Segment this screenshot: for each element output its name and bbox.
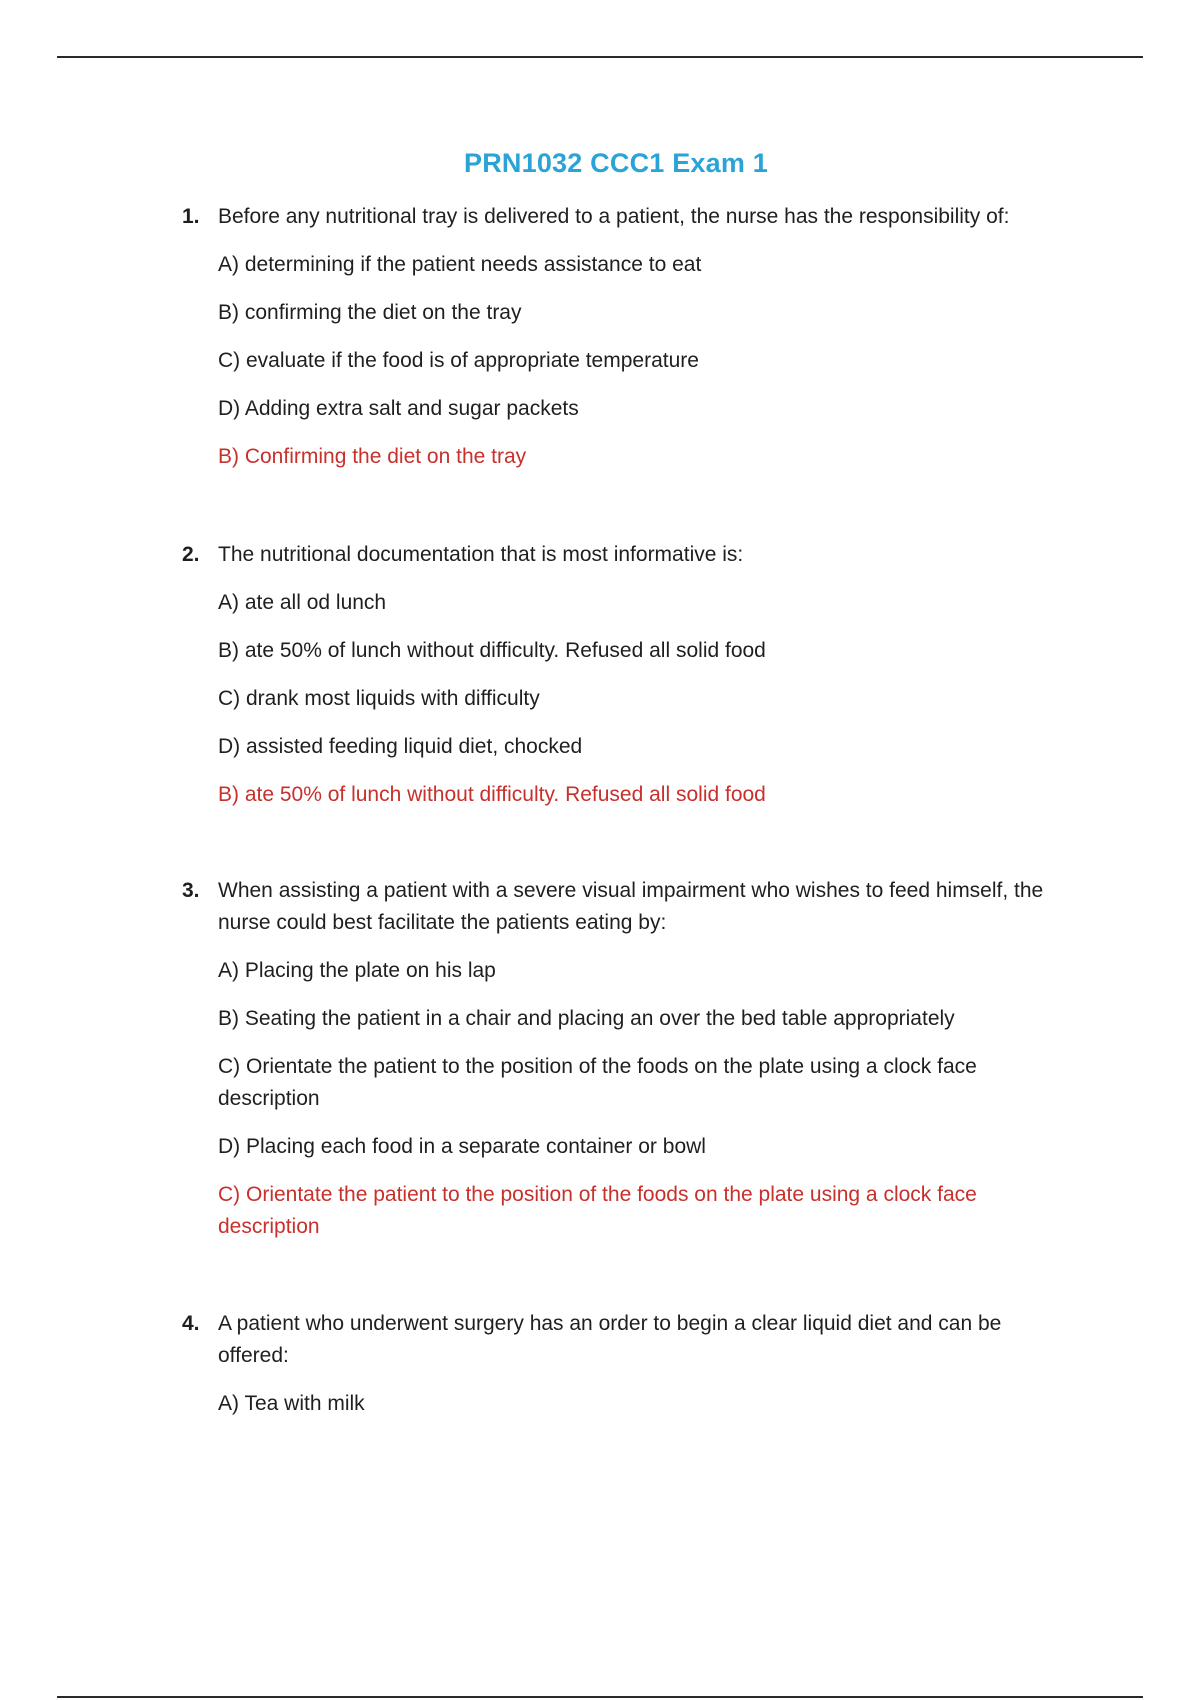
question-text: Before any nutritional tray is delivered to a patient, the nurse has the responsibility of: xyxy=(218,205,1010,228)
option-d: D) Adding extra salt and sugar packets xyxy=(218,397,579,420)
option-a: A) determining if the patient needs assistance to eat xyxy=(218,253,702,276)
question-1 xyxy=(182,201,1062,473)
answer-key: B) Confirming the diet on the tray xyxy=(218,445,527,468)
question-text: A patient who underwent surgery has an order to begin a clear liquid diet and can be offered: xyxy=(218,1312,1002,1367)
option-b: B) ate 50% of lunch without difficulty. Refused all solid food xyxy=(218,639,766,662)
option-d: D) assisted feeding liquid diet, chocked xyxy=(218,735,583,758)
question-text: The nutritional documentation that is most informative is: xyxy=(218,543,744,566)
answer-key: C) Orientate the patient to the position of the foods on the plate using a clock face description xyxy=(218,1183,977,1238)
option-a: A) Tea with milk xyxy=(218,1392,365,1415)
option-b: B) confirming the diet on the tray xyxy=(218,301,522,324)
option-d: D) Placing each food in a separate container or bowl xyxy=(218,1135,706,1158)
question-stem xyxy=(182,1308,1062,1372)
option-c: C) Orientate the patient to the position of the foods on the plate using a clock face description xyxy=(218,1055,977,1110)
option-c: C) drank most liquids with difficulty xyxy=(218,687,540,710)
option-b: B) Seating the patient in a chair and placing an over the bed table appropriately xyxy=(218,1007,955,1030)
question-3 xyxy=(182,875,1062,1243)
question-4 xyxy=(182,1308,1062,1436)
footer-rule xyxy=(57,1696,1143,1698)
question-number: 2. xyxy=(182,543,200,566)
option-c: C) evaluate if the food is of appropriate temperature xyxy=(218,349,699,372)
option-a: A) ate all od lunch xyxy=(218,591,387,614)
header-rule xyxy=(57,56,1143,58)
question-2 xyxy=(182,539,1062,811)
question-text: When assisting a patient with a severe visual impairment who wishes to feed himself, the nurse could best facilitate the patients eating by: xyxy=(218,879,1044,934)
option-a: A) Placing the plate on his lap xyxy=(218,959,496,982)
question-stem xyxy=(182,201,1062,233)
answer-key: B) ate 50% of lunch without difficulty. Refused all solid food xyxy=(218,783,766,806)
question-number: 4. xyxy=(182,1312,200,1335)
document-title: PRN1032 CCC1 Exam 1 xyxy=(464,148,768,178)
question-stem xyxy=(182,875,1062,939)
question-number: 3. xyxy=(182,879,200,902)
question-number: 1. xyxy=(182,205,200,228)
question-stem xyxy=(182,539,1062,571)
